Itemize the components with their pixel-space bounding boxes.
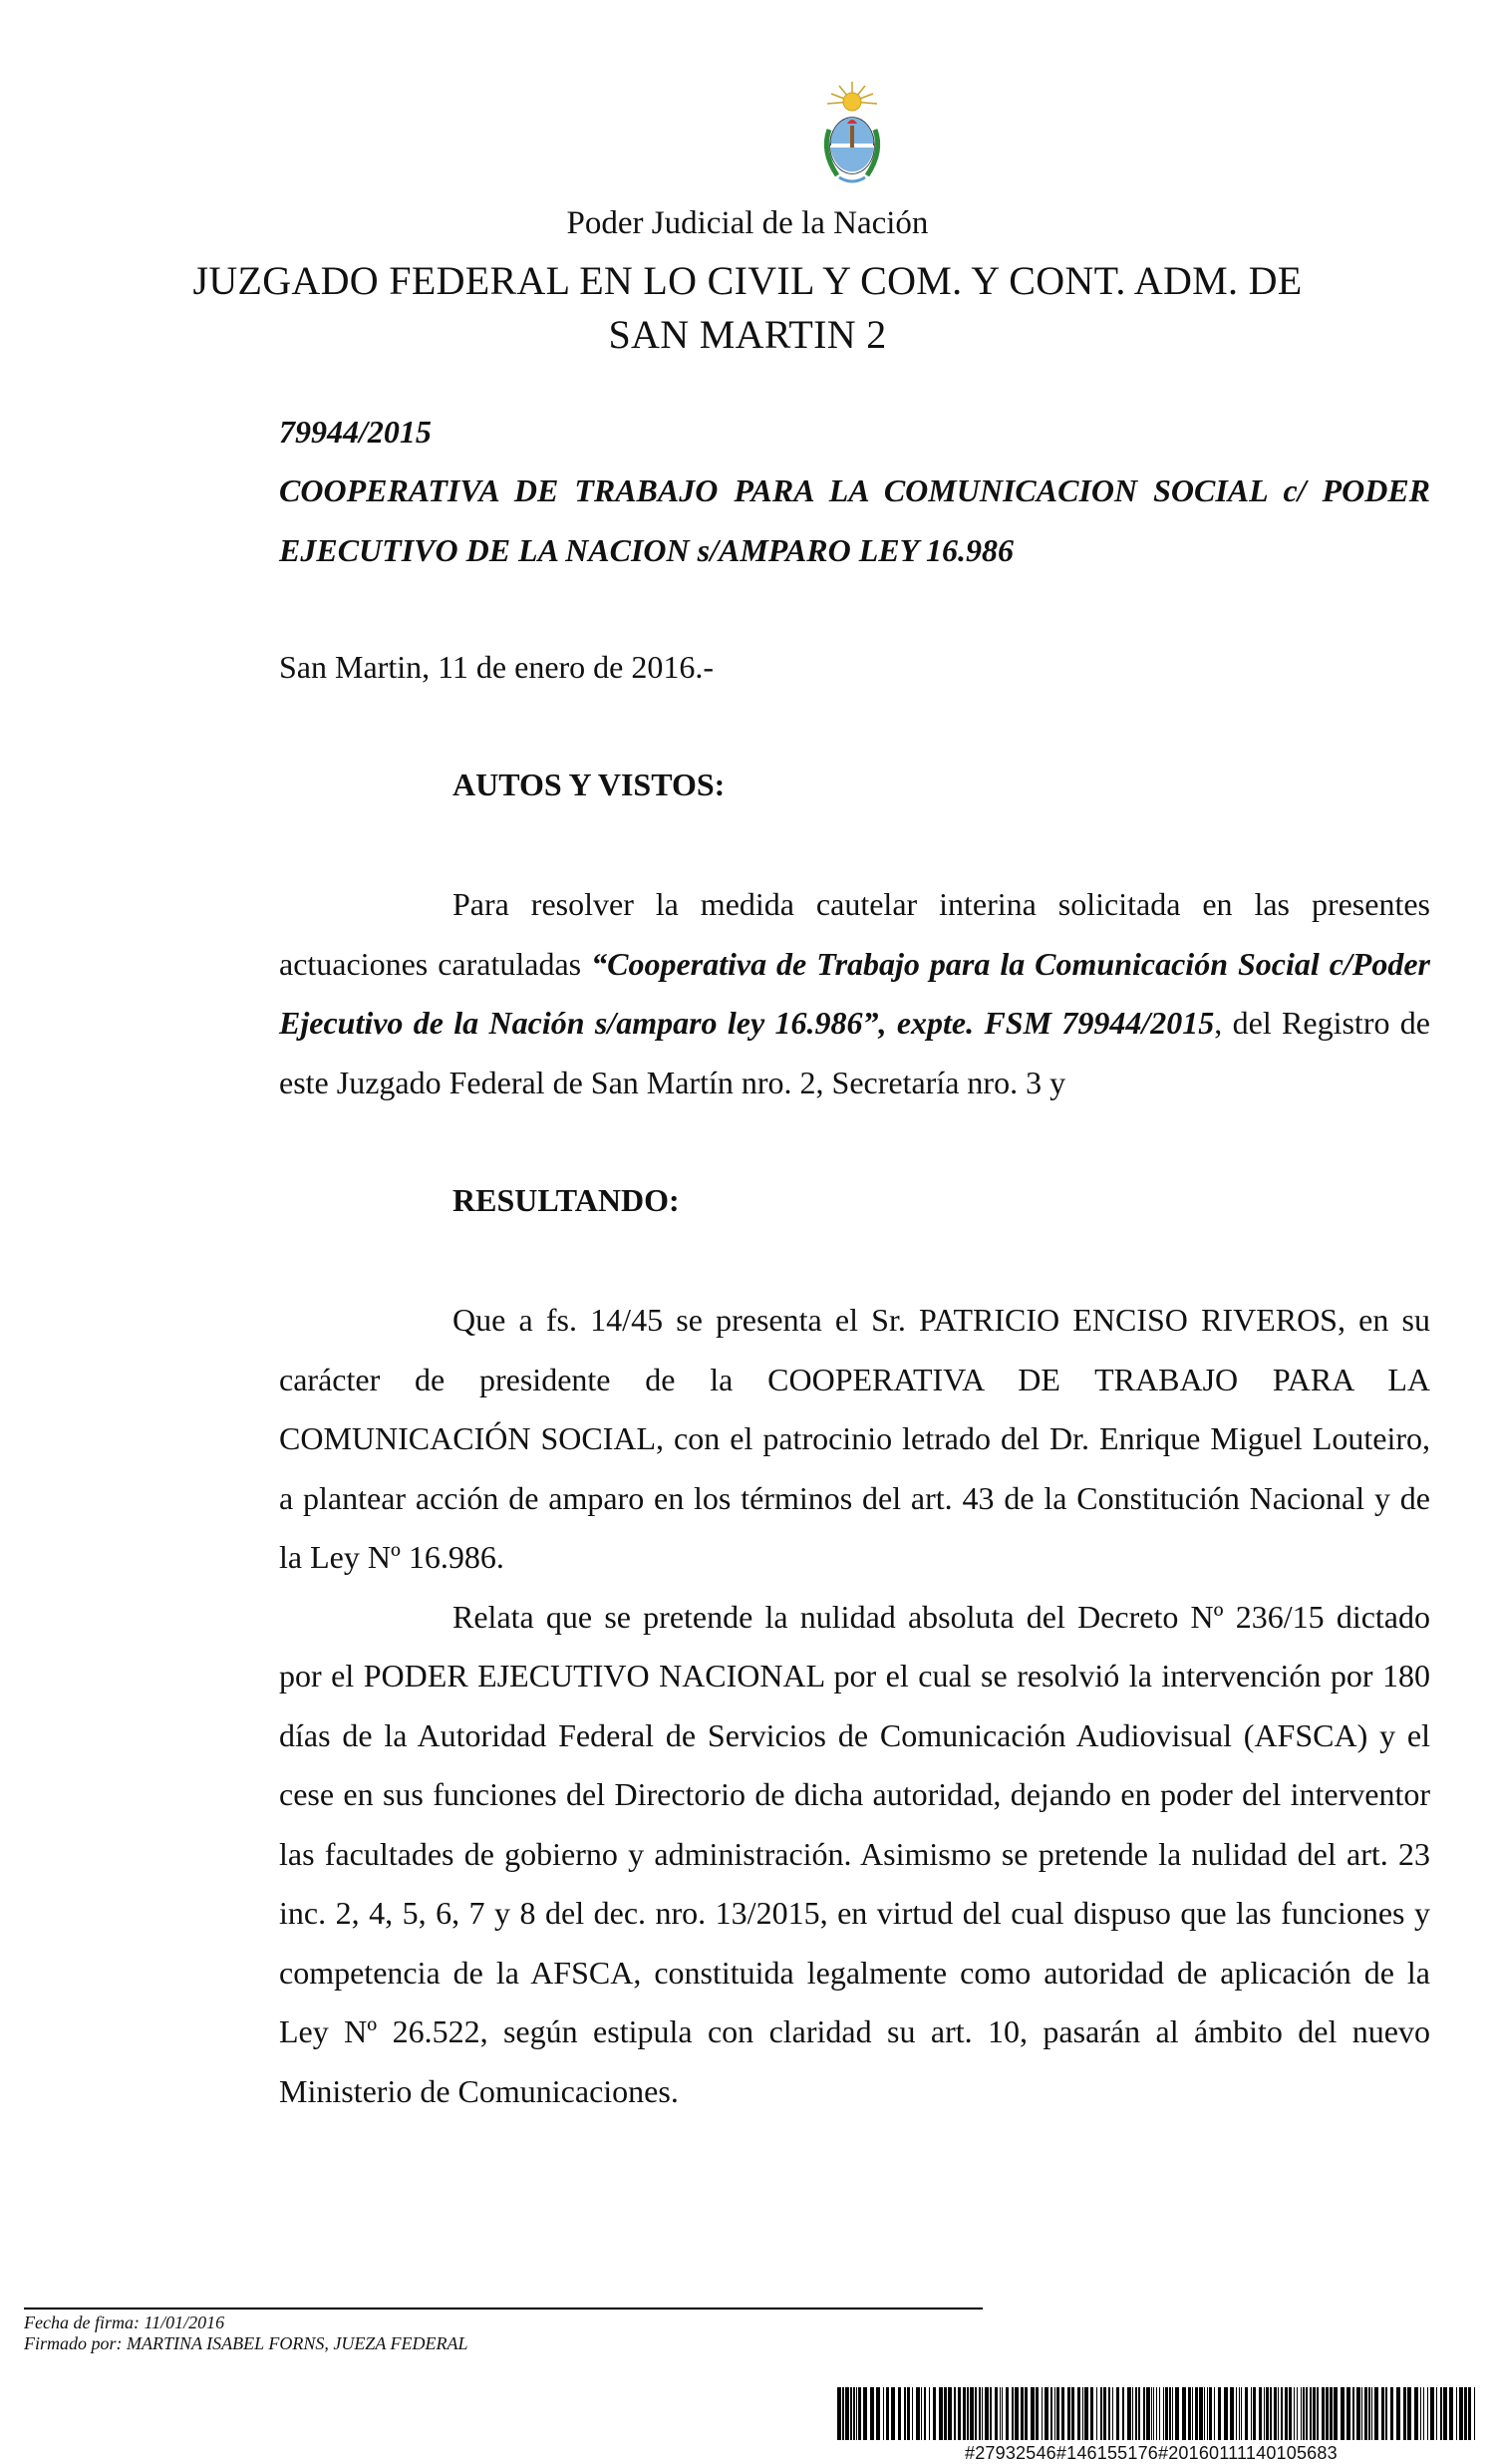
barcode-bar [1096, 2387, 1097, 2440]
barcode-bar [1326, 2387, 1329, 2440]
barcode-bar [1310, 2387, 1312, 2440]
barcode-bar [1045, 2387, 1048, 2440]
barcode-bar [1371, 2387, 1372, 2440]
barcode-bar [1199, 2387, 1203, 2440]
barcode-bar [985, 2387, 989, 2440]
barcode-bar [1230, 2387, 1234, 2440]
barcode-bar [1207, 2387, 1208, 2440]
barcode-bar [1259, 2387, 1262, 2440]
barcode-bar [1103, 2387, 1106, 2440]
barcode-bar [1459, 2387, 1463, 2440]
barcode-bar [1346, 2387, 1350, 2440]
barcode-bar [1132, 2387, 1133, 2440]
footer-divider [24, 2308, 983, 2310]
barcode-bar [1067, 2387, 1070, 2440]
barcode-bar [863, 2387, 867, 2440]
barcode-bar [1165, 2387, 1168, 2440]
paragraph-autos [279, 875, 1430, 1112]
barcode-bar [1143, 2387, 1145, 2440]
barcode-bar [1266, 2387, 1269, 2440]
barcode-bar [1236, 2387, 1237, 2440]
barcode-bar [924, 2387, 926, 2440]
barcode-bar [1390, 2387, 1393, 2440]
barcode-bar [1427, 2387, 1428, 2440]
barcode-bar [975, 2387, 977, 2440]
barcode-bar [1025, 2387, 1028, 2440]
barcode-bar [1297, 2387, 1298, 2440]
barcode-bar [1054, 2387, 1055, 2440]
autos-y-vistos-heading: AUTOS Y VISTOS: [452, 767, 726, 802]
barcode-bar [1334, 2387, 1338, 2440]
barcode-bar [1138, 2387, 1140, 2440]
national-coat-of-arms-icon [817, 80, 887, 189]
barcode-bar [1156, 2387, 1157, 2440]
barcode-bar [1021, 2387, 1024, 2440]
barcode-bar [1294, 2387, 1295, 2440]
para1-tail: , del Registro de este Juzgado Federal de San Martín nro. 2, Secretaría nro. 3 y [279, 1005, 1431, 1100]
barcode-bar [837, 2387, 841, 2440]
barcode-bar [1042, 2387, 1043, 2440]
barcode-bar [1430, 2387, 1434, 2440]
court-name-line-2: SAN MARTIN 2 [608, 312, 887, 357]
barcode-bar [1361, 2387, 1362, 2440]
barcode-bar [842, 2387, 844, 2440]
barcode-bar [1056, 2387, 1059, 2440]
barcode-bar [1061, 2387, 1064, 2440]
barcode-bar [1077, 2387, 1080, 2440]
barcode-bar [1002, 2387, 1003, 2440]
barcode-bar [898, 2387, 901, 2440]
barcode-bar [1006, 2387, 1009, 2440]
barcode-bar [970, 2387, 974, 2440]
barcode-bar [856, 2387, 857, 2440]
paragraph-presentation: Que a fs. 14/45 se presenta el Sr. PATRICIO ENCISO RIVEROS, en su carácter de presidente de la COOPERATIVA DE TRABAJO PARA LA COMUNICACIÓN SOCIAL, con el patrocinio letrado del Dr. Enrique Miguel Louteiro, a plantear acción de amparo en los términos del art. 43 de la Constitución Nacional y de la Ley Nº 16.986. [279, 1302, 1430, 1575]
barcode-bar [1169, 2387, 1171, 2440]
barcode-bar [995, 2387, 998, 2440]
barcode-bar [1301, 2387, 1302, 2440]
barcode-bar [1163, 2387, 1164, 2440]
barcode-bar [982, 2387, 983, 2440]
barcode-bar [1270, 2387, 1272, 2440]
barcode-bar [876, 2387, 880, 2440]
barcode-bar [1251, 2387, 1252, 2440]
barcode-bar [1352, 2387, 1354, 2440]
barcode-bar [1407, 2387, 1411, 2440]
barcode-bar [939, 2387, 943, 2440]
barcode-bar [1245, 2387, 1248, 2440]
barcode-bar [1172, 2387, 1173, 2440]
barcode-bar [883, 2387, 884, 2440]
para1-case-caption: “Cooperativa de Trabajo para la Comunicación Social c/Poder Ejecutivo de la Nación s/amparo ley 16.986”, expte. FSM 79944/2015 [279, 945, 1430, 1041]
barcode-bar [1012, 2387, 1014, 2440]
barcode-bar [1084, 2387, 1088, 2440]
barcode-bar [979, 2387, 981, 2440]
barcode-bar [1278, 2387, 1279, 2440]
barcode-bar [1146, 2387, 1150, 2440]
document-barcode [837, 2387, 1480, 2440]
barcode-bar [904, 2387, 906, 2440]
barcode-bar [1443, 2387, 1447, 2440]
barcode-bar [1285, 2387, 1288, 2440]
barcode-bar [1253, 2387, 1256, 2440]
barcode-bar [1364, 2387, 1367, 2440]
barcode-bar [1374, 2387, 1378, 2440]
barcode-bar [870, 2387, 874, 2440]
barcode-bar [1036, 2387, 1039, 2440]
barcode-bar [1440, 2387, 1442, 2440]
case-number: 79944/2015 [279, 414, 432, 450]
barcode-id-text: #27932546#146155176#20160111140105683 [965, 2443, 1338, 2463]
barcode-bar [1224, 2387, 1228, 2440]
barcode-bar [958, 2387, 961, 2440]
paragraphs-resultando [279, 1291, 1430, 2121]
barcode-bar [850, 2387, 852, 2440]
barcode-bar [1204, 2387, 1205, 2440]
barcode-bar [1182, 2387, 1186, 2440]
barcode-bar [1289, 2387, 1292, 2440]
barcode-bar [891, 2387, 895, 2440]
barcode-bar [1000, 2387, 1001, 2440]
barcode-bar [1313, 2387, 1316, 2440]
barcode-bar [1214, 2387, 1215, 2440]
barcode-bar [944, 2387, 947, 2440]
para1-intro: Para resolver la medida cautelar interina solicitada en las presentes actuaciones caratuladas [279, 886, 1430, 982]
barcode-bar [1396, 2387, 1400, 2440]
barcode-bar [1385, 2387, 1387, 2440]
barcode-bar [1356, 2387, 1360, 2440]
barcode-bar [1368, 2387, 1370, 2440]
barcode-bar [1031, 2387, 1035, 2440]
barcode-bar [1071, 2387, 1074, 2440]
barcode-bar [907, 2387, 910, 2440]
barcode-bar [1449, 2387, 1453, 2440]
barcode-bar [948, 2387, 952, 2440]
barcode-bar [1381, 2387, 1384, 2440]
barcode-bar [1122, 2387, 1124, 2440]
barcode-bar [916, 2387, 920, 2440]
institution-name: Poder Judicial de la Nación [566, 205, 929, 241]
barcode-bar [963, 2387, 966, 2440]
signed-by: Firmado por: MARTINA ISABEL FORNS, JUEZA FEDERAL [24, 2333, 468, 2353]
barcode-bar [1456, 2387, 1457, 2440]
barcode-bar [1464, 2387, 1467, 2440]
barcode-bar [1330, 2387, 1333, 2440]
barcode-bar [1468, 2387, 1471, 2440]
barcode-bar [1322, 2387, 1325, 2440]
barcode-bar [1474, 2387, 1475, 2440]
barcode-bar [853, 2387, 855, 2440]
barcode-bar [1015, 2387, 1019, 2440]
barcode-bar [1050, 2387, 1052, 2440]
date-line: San Martin, 11 de enero de 2016.- [279, 649, 715, 685]
barcode-bar [1112, 2387, 1113, 2440]
barcode-bar [1116, 2387, 1119, 2440]
court-name-line-1: JUZGADO FEDERAL EN LO CIVIL Y COM. Y CONT. ADM. DE [192, 258, 1303, 303]
barcode-bar [1151, 2387, 1152, 2440]
signature-date: Fecha de firma: 11/01/2016 [24, 2312, 225, 2332]
barcode-bar [912, 2387, 913, 2440]
barcode-bar [1082, 2387, 1083, 2440]
barcode-bar [1159, 2387, 1160, 2440]
barcode-bar [1153, 2387, 1154, 2440]
barcode-bar [1090, 2387, 1093, 2440]
barcode-bar [845, 2387, 849, 2440]
barcode-bar [858, 2387, 861, 2440]
barcode-bar [1281, 2387, 1283, 2440]
barcode-bar [1209, 2387, 1212, 2440]
barcode-bar [1317, 2387, 1319, 2440]
barcode-bar [967, 2387, 969, 2440]
barcode-bar [1108, 2387, 1110, 2440]
barcode-bar [1241, 2387, 1242, 2440]
barcode-bar [990, 2387, 992, 2440]
barcode-bar [929, 2387, 930, 2440]
barcode-bar [1188, 2387, 1191, 2440]
barcode-bar [1127, 2387, 1131, 2440]
barcode-bar [921, 2387, 922, 2440]
barcode-bar [1420, 2387, 1421, 2440]
paragraph-relata: Relata que se pretende la nulidad absoluta del Decreto Nº 236/15 dictado por el PODER EJECUTIVO NACIONAL por el cual se resolvió la intervención por 180 días de la Autoridad Federal de Servicios de Comunicación Audiovisual (AFSCA) y el cese en sus funciones del Directorio de dicha autoridad, dejando en poder del interventor las facultades de gobierno y administración. Asimismo se pretende la nulidad del art. 23 inc. 2, 4, 5, 6, 7 y 8 del dec. nro. 13/2015, en virtud del cual dispuso que las funciones y competencia de la AFSCA, constituida legalmente como autoridad de aplicación de la Ley Nº 26.522, según estipula con claridad su art. 10, pasarán al ámbito del nuevo Ministerio de Comunicaciones. [279, 1598, 1430, 2109]
case-title: COOPERATIVA DE TRABAJO PARA LA COMUNICACION SOCIAL c/ PODER EJECUTIVO DE LA NACION s/AMPARO LEY 16.986 [279, 472, 1430, 568]
barcode-bar [1175, 2387, 1179, 2440]
barcode-bar [954, 2387, 956, 2440]
barcode-bar [1274, 2387, 1277, 2440]
barcode-bar [1135, 2387, 1137, 2440]
barcode-bar [1264, 2387, 1265, 2440]
barcode-bar [1414, 2387, 1418, 2440]
barcode-bar [1218, 2387, 1221, 2440]
barcode-bar [1423, 2387, 1424, 2440]
barcode-bar [933, 2387, 936, 2440]
barcode-bar [1436, 2387, 1437, 2440]
barcode-bar [1303, 2387, 1305, 2440]
resultando-heading: RESULTANDO: [452, 1182, 680, 1218]
barcode-bar [1195, 2387, 1198, 2440]
barcode-bar [886, 2387, 889, 2440]
barcode-bar [1403, 2387, 1406, 2440]
barcode-bar [1341, 2387, 1345, 2440]
barcode-bar [1239, 2387, 1240, 2440]
barcode-bar [1192, 2387, 1193, 2440]
barcode-bar [1306, 2387, 1308, 2440]
barcode-bar [1100, 2387, 1102, 2440]
